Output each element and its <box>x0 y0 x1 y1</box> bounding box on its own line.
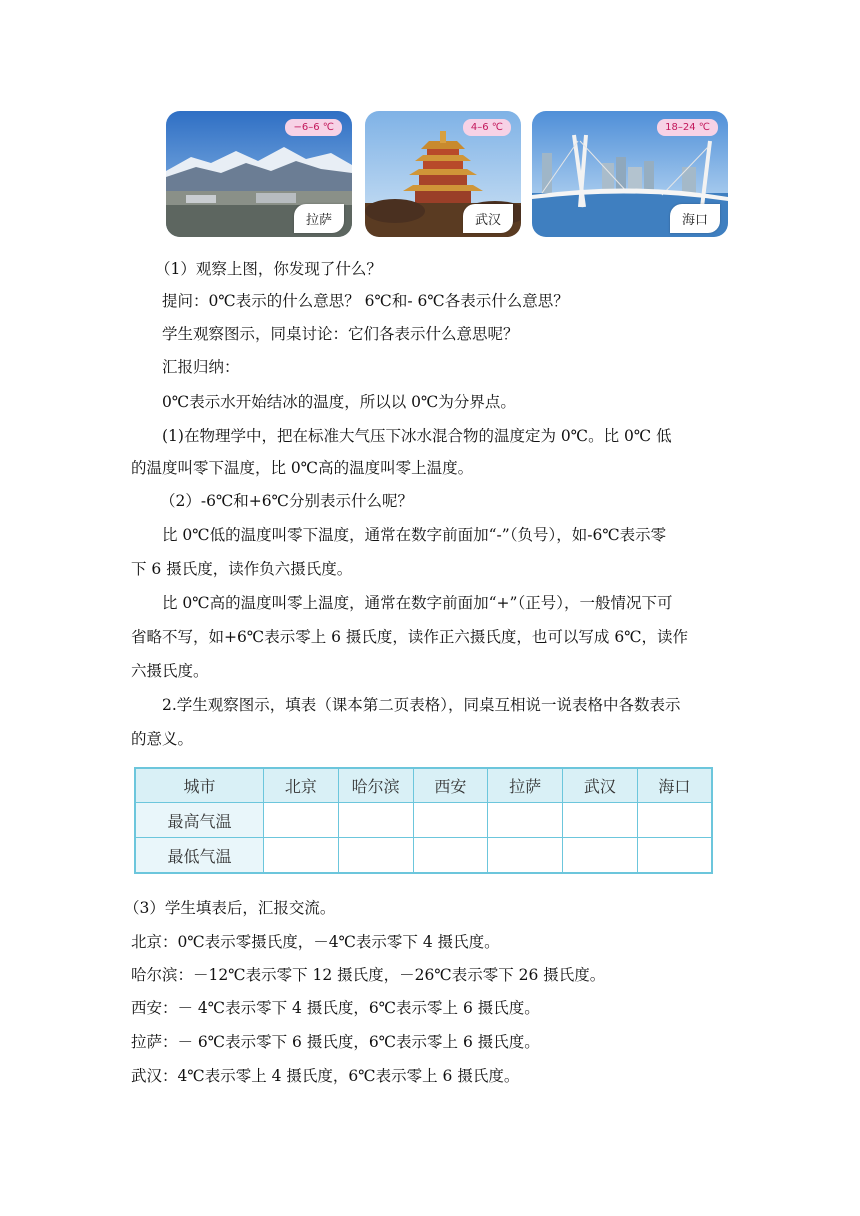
paragraph: 学生观察图示，同桌讨论：它们各表示什么意思呢？ <box>162 325 519 343</box>
paragraph: （3）学生填表后，汇报交流。 <box>124 899 336 917</box>
table-header-cell: 武汉 <box>563 768 638 803</box>
table-cell[interactable] <box>264 838 339 874</box>
city-label: 海口 <box>670 204 720 233</box>
table-cell[interactable] <box>488 838 563 874</box>
table-row <box>135 803 712 838</box>
paragraph: 的温度叫零下温度，比 0℃高的温度叫零上温度。 <box>131 459 474 477</box>
result-line: 北京：0℃表示零摄氏度，－4℃表示零下 4 摄氏度。 <box>131 933 500 951</box>
paragraph: 2.学生观察图示，填表（课本第二页表格），同桌互相说一说表格中各数表示 <box>162 696 681 714</box>
table-cell[interactable] <box>637 838 712 874</box>
table-cell[interactable] <box>338 803 413 838</box>
paragraph: (1)在物理学中，把在标准大气压下冰水混合物的温度定为 0℃。比 0℃ 低 <box>162 427 672 445</box>
photo-haikou <box>532 111 728 237</box>
table-header-cell: 拉萨 <box>488 768 563 803</box>
temperature-badge: 4–6 ℃ <box>463 119 511 136</box>
table-cell[interactable] <box>264 803 339 838</box>
table-header-cell: 西安 <box>413 768 488 803</box>
table-header-cell: 海口 <box>637 768 712 803</box>
paragraph: 下 6 摄氏度，读作负六摄氏度。 <box>131 560 353 578</box>
table-header-row <box>135 768 712 803</box>
photo-wuhan <box>365 111 521 237</box>
temperature-badge: 18–24 ℃ <box>657 119 718 136</box>
row-label: 最高气温 <box>135 803 264 838</box>
table-cell[interactable] <box>488 803 563 838</box>
paragraph: 省略不写，如+6℃表示零上 6 摄氏度，读作正六摄氏度，也可以写成 6℃，读作 <box>131 628 689 646</box>
paragraph: 的意义。 <box>131 730 194 748</box>
table-row <box>135 838 712 874</box>
temperature-badge: −6–6 ℃ <box>285 119 342 136</box>
row-label: 最低气温 <box>135 838 264 874</box>
paragraph: 汇报归纳： <box>162 358 240 376</box>
table-cell[interactable] <box>563 803 638 838</box>
paragraph: 0℃表示水开始结冰的温度，所以以 0℃为分界点。 <box>162 393 516 411</box>
temperature-table <box>134 767 713 874</box>
city-label: 拉萨 <box>294 204 344 233</box>
table-header-cell: 北京 <box>264 768 339 803</box>
paragraph: 比 0℃低的温度叫零下温度，通常在数字前面加“-”（负号），如-6℃表示零 <box>162 526 667 544</box>
paragraph: 提问：0℃表示的什么意思？ 6℃和- 6℃各表示什么意思？ <box>162 292 569 310</box>
photo-lhasa <box>166 111 352 237</box>
table-header-cell: 城市 <box>135 768 264 803</box>
table-cell[interactable] <box>637 803 712 838</box>
table-header-cell: 哈尔滨 <box>338 768 413 803</box>
table-cell[interactable] <box>413 803 488 838</box>
city-label: 武汉 <box>463 204 513 233</box>
table-cell[interactable] <box>413 838 488 874</box>
result-line: 哈尔滨：－12℃表示零下 12 摄氏度，－26℃表示零下 26 摄氏度。 <box>131 966 606 984</box>
paragraph: （1）观察上图，你发现了什么？ <box>155 260 382 278</box>
table-cell[interactable] <box>563 838 638 874</box>
paragraph: 比 0℃高的温度叫零上温度，通常在数字前面加“+”（正号），一般情况下可 <box>162 594 673 612</box>
result-line: 拉萨：－ 6℃表示零下 6 摄氏度，6℃表示零上 6 摄氏度。 <box>131 1033 540 1051</box>
paragraph: （2）-6℃和+6℃分别表示什么呢？ <box>160 492 413 510</box>
paragraph: 六摄氏度。 <box>131 662 209 680</box>
table-cell[interactable] <box>338 838 413 874</box>
result-line: 西安：－ 4℃表示零下 4 摄氏度，6℃表示零上 6 摄氏度。 <box>131 999 540 1017</box>
result-line: 武汉：4℃表示零上 4 摄氏度，6℃表示零上 6 摄氏度。 <box>131 1067 520 1085</box>
